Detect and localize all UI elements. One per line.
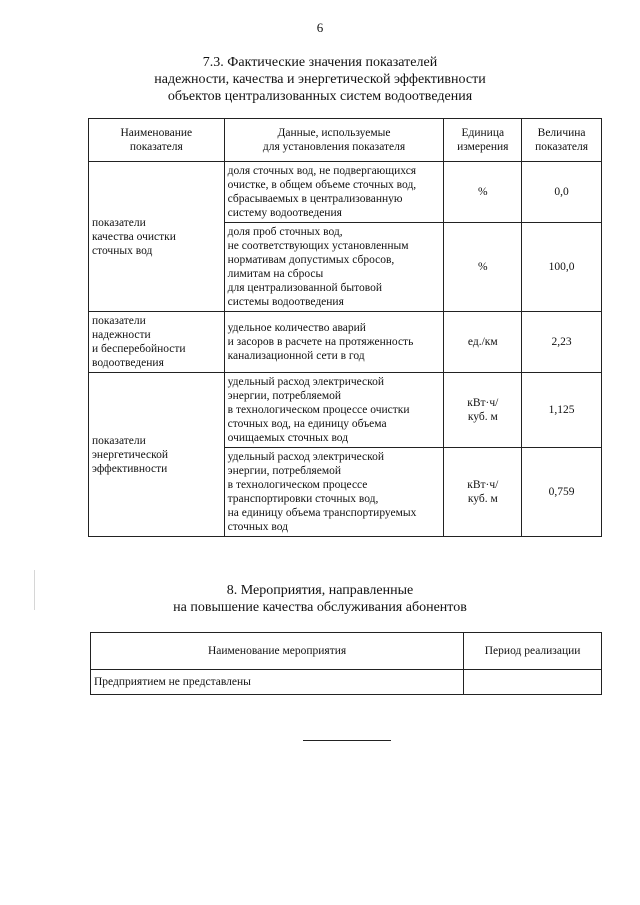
value-cell: 100,0 <box>522 223 602 312</box>
measure-name-cell: Предприятием не представлены <box>91 670 464 695</box>
section-7-3-title <box>0 54 640 105</box>
table-header-row <box>91 633 602 670</box>
header-value: Величина показателя <box>522 119 602 162</box>
source-data-cell: удельный расход электрической энергии, потребляемой в технологическом процессе транспортировки сточных вод, на единицу объема транспортируемых сточных вод <box>224 448 444 537</box>
header-unit: Единица измерения <box>444 119 522 162</box>
header-indicator-name: Наименование показателя <box>89 119 225 162</box>
table-header-row <box>89 119 602 162</box>
unit-cell: % <box>444 162 522 223</box>
table-row <box>89 162 602 223</box>
value-cell: 2,23 <box>522 312 602 373</box>
value-cell: 0,759 <box>522 448 602 537</box>
value-cell: 1,125 <box>522 373 602 448</box>
title-line: на повышение качества обслуживания абонентов <box>173 600 467 615</box>
measure-period-cell <box>464 670 602 695</box>
unit-cell: ед./км <box>444 312 522 373</box>
title-line: 8. Мероприятия, направленные <box>226 583 414 598</box>
header-period: Период реализации <box>464 633 602 670</box>
unit-cell: кВт·ч/ куб. м <box>444 373 522 448</box>
source-data-cell: удельный расход электрической энергии, потребляемой в технологическом процессе очистки сточных вод, на единицу объема очищаемых сточных вод <box>224 373 444 448</box>
indicator-group-name: показатели энергетической эффективности <box>89 373 225 537</box>
title-line: надежности, качества и энергетической эффективности <box>154 72 486 87</box>
indicators-table <box>88 118 602 537</box>
closing-rule <box>303 740 391 741</box>
indicator-group-name: показатели качества очистки сточных вод <box>89 162 225 312</box>
indicator-group-name: показатели надежности и бесперебойности водоотведения <box>89 312 225 373</box>
value-cell: 0,0 <box>522 162 602 223</box>
measures-table <box>90 632 602 695</box>
header-measure-name: Наименование мероприятия <box>91 633 464 670</box>
section-8-title <box>0 582 640 616</box>
table-row <box>91 670 602 695</box>
table-row <box>89 312 602 373</box>
table-row <box>89 373 602 448</box>
header-source-data: Данные, используемые для установления показателя <box>224 119 444 162</box>
unit-cell: % <box>444 223 522 312</box>
title-line: 7.3. Фактические значения показателей <box>202 55 438 70</box>
page-number: 6 <box>316 20 324 35</box>
source-data-cell: доля проб сточных вод, не соответствующих установленным нормативам допустимых сбросов, лимитам на сбросы для централизованной бытовой системы водоотведения <box>224 223 444 312</box>
source-data-cell: доля сточных вод, не подвергающихся очистке, в общем объеме сточных вод, сбрасываемых в централизованную систему водоотведения <box>224 162 444 223</box>
source-data-cell: удельное количество аварий и засоров в расчете на протяженность канализационной сети в год <box>224 312 444 373</box>
unit-cell: кВт·ч/ куб. м <box>444 448 522 537</box>
title-line: объектов централизованных систем водоотведения <box>167 89 473 104</box>
